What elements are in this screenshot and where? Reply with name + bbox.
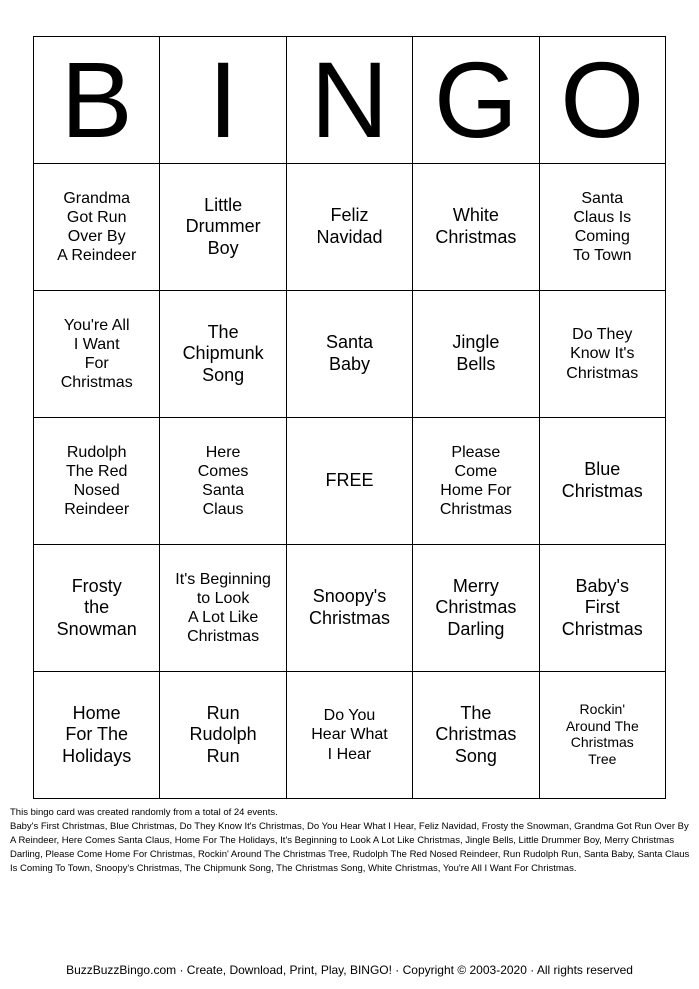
footer-events-list: Baby's First Christmas, Blue Christmas, Do They Know It's Christmas, Do You Hear What I Hear, Feliz Navidad, Frosty the Snowman, Grandma Got Run Over By A Reindeer, Here Comes Santa Claus, Home For The Holidays, It's Beginning to Look A Lot Like Christmas, Jingle Bells, Little Drummer Boy, Merry Christmas Darling, Please Come Home For Christmas, Rockin' Around The Christmas Tree, Rudolph The Red Nosed Reindeer, Run Rudolph Run, Santa Baby, Santa Claus Is Coming To Town, Snoopy's Christmas, The Chipmunk Song, The Christmas Song, White Christmas, You're All I Want For Christmas.: [10, 821, 690, 874]
bingo-cell: [34, 418, 160, 545]
bingo-cell: [286, 545, 412, 672]
free-cell: [286, 418, 412, 545]
card-row: [34, 291, 666, 418]
cell-text: Rockin' Around The Christmas Tree: [565, 700, 639, 768]
card-row: [34, 672, 666, 799]
bingo-cell: [539, 291, 665, 418]
cell-text: Little Drummer Boy: [185, 194, 261, 258]
bingo-cell: [539, 418, 665, 545]
bingo-cell: [413, 672, 539, 799]
cell-text: Do They Know It's Christmas: [566, 326, 639, 382]
cell-text: White Christmas: [435, 205, 517, 247]
header-letter-n: N: [286, 37, 412, 164]
bingo-cell: [160, 291, 286, 418]
cell-text: Baby's First Christmas: [561, 575, 643, 639]
bingo-cell: [34, 164, 160, 291]
header-letter-b: B: [34, 37, 160, 164]
cell-text: Here Comes Santa Claus: [197, 443, 249, 519]
cell-text: Jingle Bells: [452, 332, 500, 374]
bingo-cell: [34, 291, 160, 418]
cell-text: Run Rudolph Run: [189, 702, 257, 766]
bingo-cell: [539, 672, 665, 799]
cell-text: Home For The Holidays: [62, 702, 132, 766]
cell-text: The Christmas Song: [435, 702, 517, 766]
bingo-cell: [160, 672, 286, 799]
cell-text: Grandma Got Run Over By A Reindeer: [57, 189, 137, 265]
cell-text: Merry Christmas Darling: [435, 575, 517, 639]
bingo-cell: [413, 164, 539, 291]
cell-text: Frosty the Snowman: [56, 575, 137, 639]
cell-text: The Chipmunk Song: [182, 321, 264, 385]
bingo-card: [33, 36, 666, 799]
bingo-cell: [413, 418, 539, 545]
header-letter-i: I: [160, 37, 286, 164]
bingo-cell: [160, 164, 286, 291]
bingo-cell: [160, 418, 286, 545]
bingo-cell: [160, 545, 286, 672]
bingo-cell: [34, 672, 160, 799]
cell-text: Santa Baby: [325, 332, 373, 374]
bingo-cell: [286, 164, 412, 291]
cell-text: You're All I Want For Christmas: [60, 316, 133, 392]
footer-note: [10, 806, 690, 876]
bingo-cell: [413, 291, 539, 418]
cell-text: It's Beginning to Look A Lot Like Christmas: [175, 570, 271, 646]
header-row: [34, 37, 666, 164]
cell-text: Feliz Navidad: [316, 205, 383, 247]
cell-text: Rudolph The Red Nosed Reindeer: [64, 443, 130, 519]
bingo-cell: [286, 672, 412, 799]
cell-text: Snoopy's Christmas: [308, 586, 390, 628]
cell-text: Santa Claus Is Coming To Town: [573, 189, 632, 265]
bingo-cell: [413, 545, 539, 672]
card-row: [34, 545, 666, 672]
bingo-cell: [539, 545, 665, 672]
copyright-line: BuzzBuzzBingo.com · Create, Download, Print, Play, BINGO! · Copyright © 2003-2020 · All rights reserved: [66, 963, 633, 977]
footer-intro: This bingo card was created randomly from a total of 24 events.: [10, 807, 278, 818]
cell-text: Blue Christmas: [561, 459, 643, 501]
header-letter-g: G: [413, 37, 539, 164]
cell-text: FREE: [325, 470, 374, 491]
bingo-cell: [286, 291, 412, 418]
bingo-cell: [34, 545, 160, 672]
bingo-cell: [539, 164, 665, 291]
cell-text: Do You Hear What I Hear: [311, 707, 388, 763]
card-row: [34, 418, 666, 545]
card-row: [34, 164, 666, 291]
cell-text: Please Come Home For Christmas: [439, 443, 512, 519]
header-letter-o: O: [539, 37, 665, 164]
